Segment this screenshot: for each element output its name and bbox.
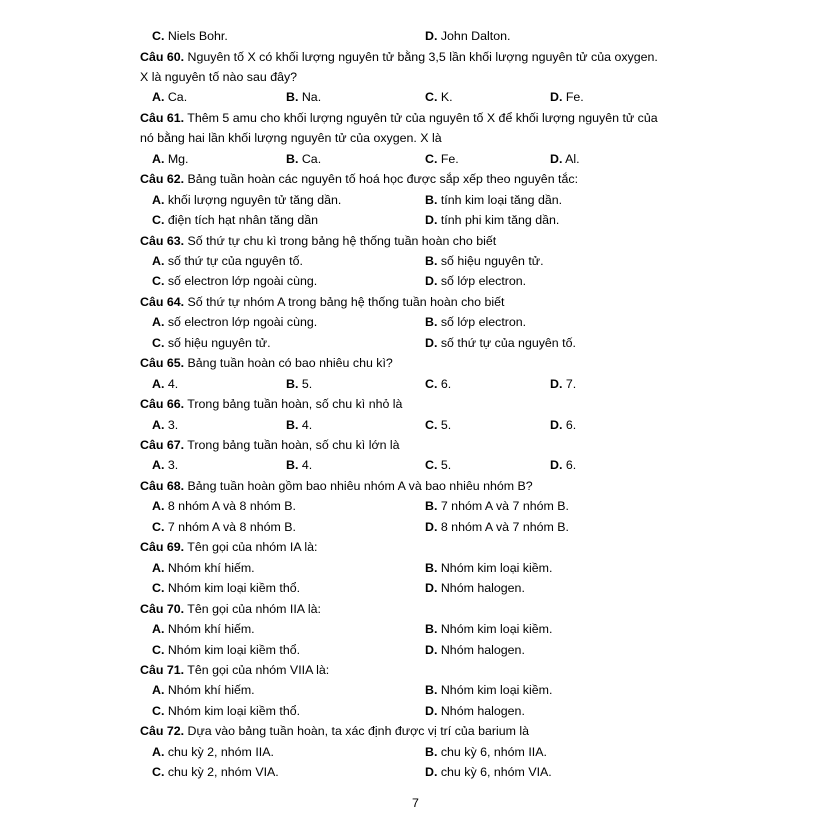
question-line	[0, 599, 831, 620]
option-label: B.	[425, 192, 438, 207]
option-text: 5.	[298, 376, 313, 391]
question-text: Tên gọi của nhóm VIIA là:	[184, 662, 330, 677]
answer-option	[425, 558, 552, 579]
option-text: Nhóm kim loại kiềm.	[437, 560, 553, 575]
option-text: Nhóm kim loại kiềm.	[437, 622, 553, 636]
option-text: Ca.	[298, 151, 322, 166]
option-text: Nhóm kim loại kiềm thổ.	[164, 642, 301, 657]
option-label: A.	[152, 90, 165, 105]
option-text: số electron lớp ngoài cùng.	[164, 315, 318, 330]
question-text: Trong bảng tuần hoàn, số chu kì lớn là	[184, 438, 400, 452]
options-row	[0, 762, 831, 783]
option-text: 6.	[437, 376, 452, 391]
options-row	[0, 619, 831, 640]
options-row	[0, 701, 831, 722]
option-label: D.	[425, 703, 438, 718]
option-label: B.	[425, 560, 438, 575]
answer-option	[152, 374, 178, 395]
option-text: 5.	[437, 458, 452, 473]
answer-option	[550, 374, 576, 395]
answer-option	[425, 271, 526, 292]
options-row	[0, 517, 831, 538]
option-text: Nhóm halogen.	[437, 642, 525, 657]
option-label: D.	[425, 213, 438, 227]
answer-option	[286, 149, 321, 170]
question-text: Bảng tuần hoàn các nguyên tố hoá học được sắp xếp theo nguyên tắc:	[184, 172, 579, 187]
option-label: C.	[425, 458, 438, 473]
options-row	[0, 190, 831, 211]
option-label: D.	[550, 417, 563, 432]
option-label: A.	[152, 744, 165, 759]
option-label: D.	[550, 90, 563, 105]
answer-option	[152, 210, 318, 231]
options-row	[0, 680, 831, 701]
option-text: 6.	[562, 417, 577, 432]
options-row	[0, 312, 831, 333]
option-label: C.	[152, 581, 165, 596]
options-row	[0, 271, 831, 292]
option-text: chu kỳ 2, nhóm VIA.	[164, 765, 279, 780]
answer-option	[152, 333, 271, 354]
answer-option	[152, 26, 228, 47]
option-label: A.	[152, 376, 165, 391]
question-stem	[140, 67, 297, 88]
answer-option	[152, 680, 255, 701]
option-text: 7.	[562, 376, 577, 391]
option-label: D.	[425, 519, 438, 534]
question-stem	[140, 537, 317, 558]
question-stem	[140, 292, 504, 313]
option-text: số hiệu nguyên tử.	[164, 335, 271, 350]
question-text: Tên gọi của nhóm IIA là:	[184, 601, 321, 616]
option-text: K.	[437, 90, 453, 105]
answer-option	[152, 455, 178, 476]
options-row	[0, 640, 831, 661]
question-text: X là nguyên tố nào sau đây?	[140, 69, 298, 84]
option-label: A.	[152, 499, 165, 514]
answer-option	[425, 619, 552, 640]
option-text: Nhóm kim loại kiềm thổ.	[164, 703, 301, 718]
answer-option	[425, 190, 562, 211]
question-stem	[140, 599, 321, 620]
question-text: Bảng tuần hoàn có bao nhiêu chu kì?	[184, 356, 393, 371]
options-row	[0, 415, 831, 436]
option-label: A.	[152, 253, 165, 268]
question-stem	[140, 169, 578, 190]
answer-option	[152, 762, 279, 783]
question-line	[0, 169, 831, 190]
answer-option	[425, 26, 510, 47]
option-label: A.	[152, 151, 165, 166]
question-line	[0, 67, 831, 88]
question-number: Câu 60.	[140, 49, 185, 64]
option-label: C.	[425, 376, 438, 391]
option-text: Nhóm halogen.	[437, 703, 525, 718]
answer-option	[425, 578, 525, 599]
option-text: 7 nhóm A và 7 nhóm B.	[437, 499, 569, 514]
option-text: Nhóm kim loại kiềm.	[437, 683, 553, 698]
option-label: D.	[425, 29, 438, 43]
question-line	[0, 394, 831, 415]
question-number: Câu 65.	[140, 356, 185, 371]
option-label: B.	[286, 458, 299, 473]
option-label: C.	[152, 703, 165, 718]
question-stem	[140, 353, 393, 374]
answer-option	[425, 455, 451, 476]
options-row	[0, 87, 831, 108]
question-number: Câu 72.	[140, 724, 185, 739]
question-line	[0, 476, 831, 497]
answer-option	[550, 87, 584, 108]
option-label: B.	[425, 622, 438, 636]
question-line	[0, 108, 831, 129]
option-text: tính phi kim tăng dần.	[437, 213, 560, 227]
question-stem	[140, 660, 329, 681]
option-text: Mg.	[164, 151, 189, 166]
answer-option	[425, 149, 459, 170]
option-text: số lớp electron.	[437, 315, 527, 330]
option-text: Nhóm kim loại kiềm thổ.	[164, 581, 301, 596]
answer-option	[425, 517, 569, 538]
question-number: Câu 69.	[140, 540, 185, 555]
answer-option	[152, 701, 300, 722]
answer-option	[152, 558, 255, 579]
option-text: Nhóm khí hiếm.	[164, 683, 255, 698]
answer-option	[152, 640, 300, 661]
option-text: số electron lớp ngoài cùng.	[164, 274, 318, 289]
options-row	[0, 251, 831, 272]
answer-option	[425, 701, 525, 722]
option-text: số thứ tự của nguyên tố.	[164, 253, 303, 268]
option-text: tính kim loại tăng dần.	[437, 192, 563, 207]
answer-option	[152, 517, 296, 538]
option-text: 7 nhóm A và 8 nhóm B.	[164, 519, 296, 534]
question-number: Câu 64.	[140, 294, 185, 309]
option-label: B.	[425, 253, 438, 268]
option-text: 3.	[164, 417, 179, 432]
question-number: Câu 63.	[140, 233, 185, 248]
option-label: D.	[425, 765, 438, 780]
question-line	[0, 47, 831, 68]
option-text: khối lượng nguyên tử tăng dần.	[164, 192, 342, 207]
option-text: Nhóm khí hiếm.	[164, 560, 255, 575]
option-label: D.	[425, 642, 438, 657]
option-text: Na.	[298, 90, 322, 105]
answer-option	[550, 415, 576, 436]
answer-option	[286, 455, 312, 476]
question-stem	[140, 47, 658, 68]
option-label: C.	[152, 29, 165, 43]
question-text: Bảng tuần hoàn gồm bao nhiêu nhóm A và bao nhiêu nhóm B?	[184, 478, 533, 493]
answer-option	[425, 333, 576, 354]
option-text: 3.	[164, 458, 179, 473]
answer-option	[425, 496, 569, 517]
option-text: Ca.	[164, 90, 188, 105]
question-stem	[140, 435, 400, 456]
answer-option	[550, 455, 576, 476]
option-text: 4.	[164, 376, 179, 391]
option-label: A.	[152, 683, 165, 698]
option-label: A.	[152, 417, 165, 432]
answer-option	[425, 415, 451, 436]
answer-option	[152, 87, 187, 108]
answer-option	[152, 271, 317, 292]
option-text: số hiệu nguyên tử.	[437, 253, 544, 268]
answer-option	[425, 640, 525, 661]
question-line	[0, 231, 831, 252]
question-line	[0, 721, 831, 742]
question-stem	[140, 476, 533, 497]
option-label: D.	[425, 581, 438, 596]
answer-option	[425, 742, 547, 763]
question-number: Câu 62.	[140, 172, 185, 187]
option-text: Fe.	[437, 151, 459, 166]
option-label: C.	[152, 213, 165, 227]
option-label: C.	[152, 274, 165, 289]
answer-option	[425, 251, 544, 272]
question-number: Câu 71.	[140, 662, 185, 677]
options-row	[0, 149, 831, 170]
options-row	[0, 742, 831, 763]
answer-option	[286, 374, 312, 395]
options-row	[0, 558, 831, 579]
option-label: D.	[550, 151, 563, 166]
option-label: C.	[152, 765, 165, 780]
option-label: B.	[286, 417, 299, 432]
answer-option	[152, 578, 300, 599]
option-label: C.	[152, 519, 165, 534]
options-row	[0, 333, 831, 354]
option-text: Al.	[562, 151, 580, 166]
answer-option	[550, 149, 580, 170]
question-line	[0, 292, 831, 313]
option-label: B.	[425, 499, 438, 514]
answer-option	[286, 415, 312, 436]
option-text: số thứ tự của nguyên tố.	[437, 335, 576, 350]
answer-option	[152, 190, 341, 211]
question-text: nó bằng hai lần khối lượng nguyên tử của oxygen. X là	[140, 131, 442, 146]
option-text: 4.	[298, 417, 313, 432]
question-stem	[140, 128, 442, 149]
question-text: Dựa vào bảng tuần hoàn, ta xác định được vị trí của barium là	[184, 724, 530, 739]
answer-option	[152, 742, 274, 763]
question-stem	[140, 721, 529, 742]
option-text: Fe.	[562, 90, 584, 105]
option-label: D.	[550, 458, 563, 473]
answer-option	[152, 619, 255, 640]
option-text: điện tích hạt nhân tăng dần	[164, 213, 319, 227]
options-row	[0, 496, 831, 517]
option-text: 6.	[562, 458, 577, 473]
answer-option	[152, 149, 189, 170]
answer-option	[152, 415, 178, 436]
options-row	[0, 455, 831, 476]
answer-option	[425, 680, 552, 701]
question-number: Câu 66.	[140, 397, 185, 412]
option-label: C.	[425, 417, 438, 432]
option-text: 5.	[437, 417, 452, 432]
option-text: chu kỳ 6, nhóm IIA.	[437, 744, 547, 759]
question-number: Câu 70.	[140, 601, 185, 616]
option-label: C.	[152, 642, 165, 657]
page-number: 7	[412, 796, 419, 810]
option-label: B.	[425, 744, 438, 759]
question-stem	[140, 108, 658, 129]
answer-option	[152, 496, 296, 517]
question-text: Tên gọi của nhóm IA là:	[184, 540, 318, 555]
option-label: D.	[425, 335, 438, 350]
answer-option	[425, 762, 552, 783]
option-text: 4.	[298, 458, 313, 473]
options-row	[0, 578, 831, 599]
question-stem	[140, 394, 402, 415]
question-text: Thêm 5 amu cho khối lượng nguyên tử của nguyên tố X để khối lượng nguyên tử của	[184, 110, 658, 125]
answer-option	[152, 312, 317, 333]
option-label: C.	[425, 90, 438, 105]
option-label: B.	[286, 151, 299, 166]
option-label: C.	[425, 151, 438, 166]
answer-option	[425, 87, 453, 108]
options-row	[0, 374, 831, 395]
option-text: Nhóm halogen.	[437, 581, 525, 596]
option-label: B.	[286, 376, 299, 391]
option-label: A.	[152, 315, 165, 330]
option-label: D.	[550, 376, 563, 391]
option-text: 8 nhóm A và 8 nhóm B.	[164, 499, 296, 514]
question-line	[0, 353, 831, 374]
options-row	[0, 26, 831, 47]
question-line	[0, 537, 831, 558]
option-label: B.	[286, 90, 299, 105]
option-text: 8 nhóm A và 7 nhóm B.	[437, 519, 569, 534]
question-number: Câu 61.	[140, 110, 185, 125]
answer-option	[425, 374, 451, 395]
option-label: C.	[152, 335, 165, 350]
question-line	[0, 128, 831, 149]
option-label: D.	[425, 274, 438, 289]
question-text: Số thứ tự chu kì trong bảng hệ thống tuần hoàn cho biết	[184, 233, 497, 248]
question-number: Câu 68.	[140, 478, 185, 493]
question-line	[0, 435, 831, 456]
options-row	[0, 210, 831, 231]
question-line	[0, 660, 831, 681]
option-label: B.	[425, 315, 438, 330]
answer-option	[152, 251, 303, 272]
question-stem	[140, 231, 496, 252]
option-text: Nhóm khí hiếm.	[164, 622, 255, 636]
option-text: số lớp electron.	[437, 274, 527, 289]
question-text: Số thứ tự nhóm A trong bảng hệ thống tuần hoàn cho biết	[184, 294, 505, 309]
option-text: John Dalton.	[437, 29, 511, 43]
option-label: A.	[152, 458, 165, 473]
question-text: Nguyên tố X có khối lượng nguyên tử bằng 3,5 lần khối lượng nguyên tử của oxygen.	[184, 49, 658, 64]
answer-option	[425, 312, 526, 333]
option-text: chu kỳ 2, nhóm IIA.	[164, 744, 274, 759]
option-text: chu kỳ 6, nhóm VIA.	[437, 765, 552, 780]
option-text: Niels Bohr.	[164, 29, 228, 43]
option-label: A.	[152, 560, 165, 575]
option-label: A.	[152, 622, 165, 636]
answer-option	[286, 87, 321, 108]
answer-option	[425, 210, 559, 231]
question-number: Câu 67.	[140, 438, 185, 452]
question-text: Trong bảng tuần hoàn, số chu kì nhỏ là	[184, 397, 403, 412]
option-label: B.	[425, 683, 438, 698]
option-label: A.	[152, 192, 165, 207]
